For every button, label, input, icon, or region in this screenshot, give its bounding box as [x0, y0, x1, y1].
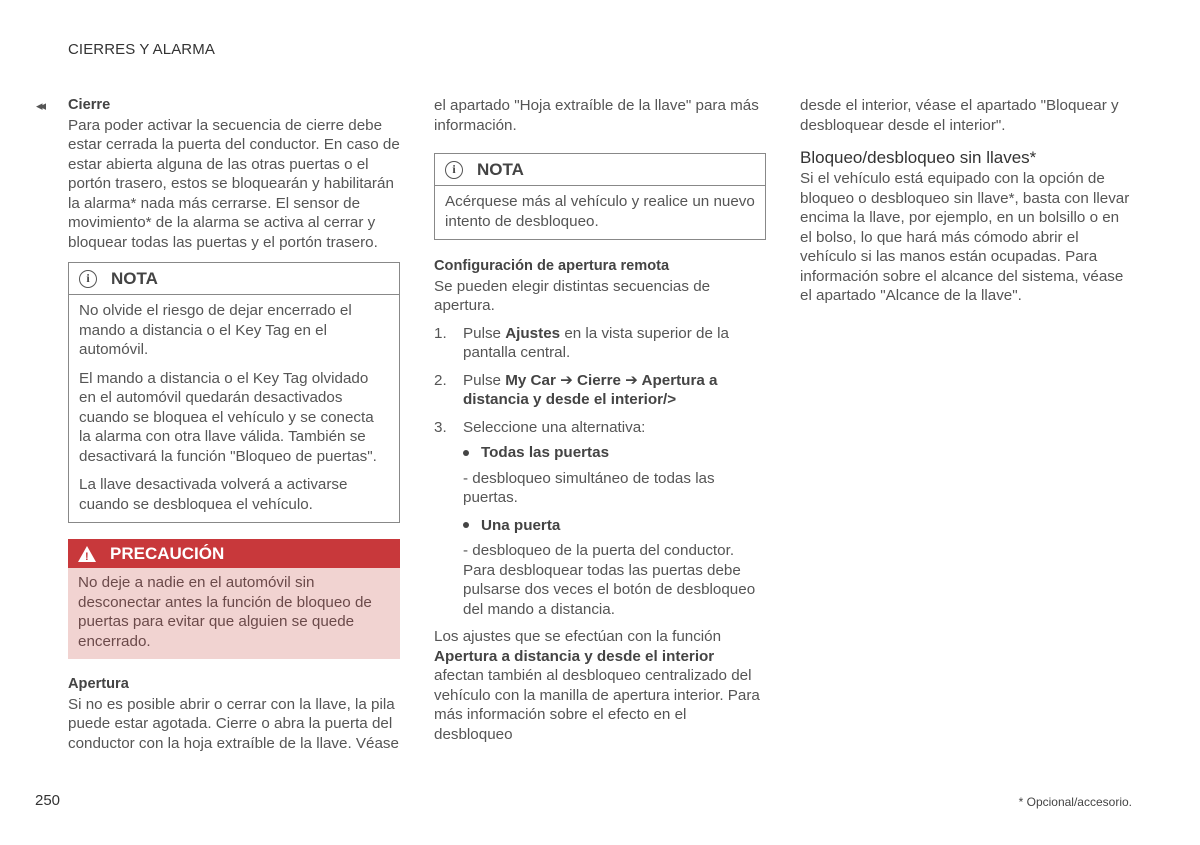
info-icon: i — [445, 161, 463, 179]
step-number: 1. — [434, 324, 447, 342]
option-label: Una puerta — [481, 516, 561, 534]
cierre-heading: Cierre — [68, 97, 111, 113]
step-text: Seleccione una alternativa: — [463, 418, 646, 436]
config-text: Se pueden elegir distintas secuencias de apertura. — [434, 277, 711, 314]
note-paragraph: No olvide el riesgo de dejar encerrado el mando a distancia o el Key Tag en el automóvil. — [79, 302, 352, 358]
note-box — [434, 153, 766, 240]
warning-text: No deje a nadie en el automóvil sin desconectar antes la función de bloqueo de puertas para evitar que alguien se quede encerrado. — [78, 574, 372, 650]
page-number: 250 — [35, 792, 61, 809]
continuation-text: desde el interior, véase el apartado "Bloquear y desbloquear desde el interior". — [800, 97, 1119, 134]
warning-title: PRECAUCIÓN — [110, 543, 225, 563]
option-label: Todas las puertas — [481, 444, 610, 461]
note-header — [435, 154, 765, 186]
config-heading: Configuración de apertura remota — [434, 258, 670, 274]
steps-list — [434, 324, 766, 620]
page-title: CIERRES Y ALARMA — [68, 41, 215, 58]
warning-body — [68, 568, 400, 659]
step-number: 3. — [434, 418, 447, 436]
note-box — [68, 262, 400, 523]
note-paragraph: La llave desactivada volverá a activarse cuando se desbloquea el vehículo. — [79, 476, 348, 513]
note-paragraph: El mando a distancia o el Key Tag olvidado en el automóvil quedarán desactivados cuando se bloquea el vehículo y se conecta la alarma con otra llave válida. También se desactivará la función "Bloqueo de puertas". — [79, 369, 377, 465]
keyless-heading: Bloqueo/desbloqueo sin llaves* — [800, 148, 1037, 167]
step-text: Pulse Ajustes en la vista superior de la pantalla central. — [463, 324, 729, 361]
note-header — [69, 263, 399, 295]
keyless-text: Si el vehículo está equipado con la opción de bloqueo o desbloqueo sin llave*, basta con llevar encima la llave, por ejemplo, en un bolsillo o en el bolso, lo que hará más cómodo abrir el vehículo si las manos están ocupadas. Para información sobre el alcance del sistema, véase el apartado "Alcance de la llave". — [800, 170, 1130, 304]
option-description: - desbloqueo de la puerta del conductor. Para desbloquear todas las puertas debe pulsarse dos veces el botón de desbloqueo del mando a distancia. — [463, 542, 756, 618]
column-3 — [800, 96, 1132, 306]
option-item — [463, 516, 766, 536]
option-item — [463, 443, 766, 463]
warning-icon: ! — [78, 546, 96, 562]
step-text: Pulse My Car ➔ Cierre ➔ Apertura a distancia y desde el interior/> — [463, 371, 718, 408]
note-title: NOTA — [477, 159, 524, 179]
bullet-icon — [463, 450, 469, 456]
warning-box — [68, 539, 400, 659]
footnote: * Opcional/accesorio. — [1018, 795, 1132, 809]
bullet-icon — [463, 522, 469, 528]
apertura-heading: Apertura — [68, 676, 129, 692]
note-title: NOTA — [111, 268, 158, 288]
note-body — [435, 186, 765, 239]
note-body — [69, 295, 399, 522]
back-arrows-icon: ◂◂ — [36, 98, 44, 113]
outro-text: Los ajustes que se efectúan con la función Apertura a distancia y desde el interior afectan también al desbloqueo centralizado del vehículo con la manilla de apertura interior. Para más información sobre el efecto en el desbloqueo — [434, 628, 760, 743]
option-description: - desbloqueo simultáneo de todas las puertas. — [463, 469, 715, 506]
list-item — [434, 324, 766, 363]
cierre-text: Para poder activar la secuencia de cierre debe estar cerrada la puerta del conductor. En caso de estar abierta alguna de las otras puertas o el portón trasero, estos se bloquearán y habilitarán la alarma* nada más cerrarse. El sensor de movimiento* de la alarma se activa al cerrar y bloquear todas las puertas y el portón trasero. — [68, 116, 400, 251]
continuation-text: el apartado "Hoja extraíble de la llave" para más información. — [434, 97, 759, 134]
step-number: 2. — [434, 371, 447, 389]
column-2 — [434, 96, 766, 744]
list-item — [434, 418, 766, 438]
column-1 — [68, 96, 400, 753]
apertura-text: Si no es posible abrir o cerrar con la llave, la pila puede estar agotada. Cierre o abra la puerta del conductor con la hoja extraíble de la llave. Véase — [68, 695, 399, 752]
note-paragraph: Acérquese más al vehículo y realice un nuevo intento de desbloqueo. — [445, 193, 755, 230]
option-list — [463, 443, 766, 619]
list-item — [434, 371, 766, 410]
info-icon: i — [79, 270, 97, 288]
warning-header — [68, 539, 400, 568]
